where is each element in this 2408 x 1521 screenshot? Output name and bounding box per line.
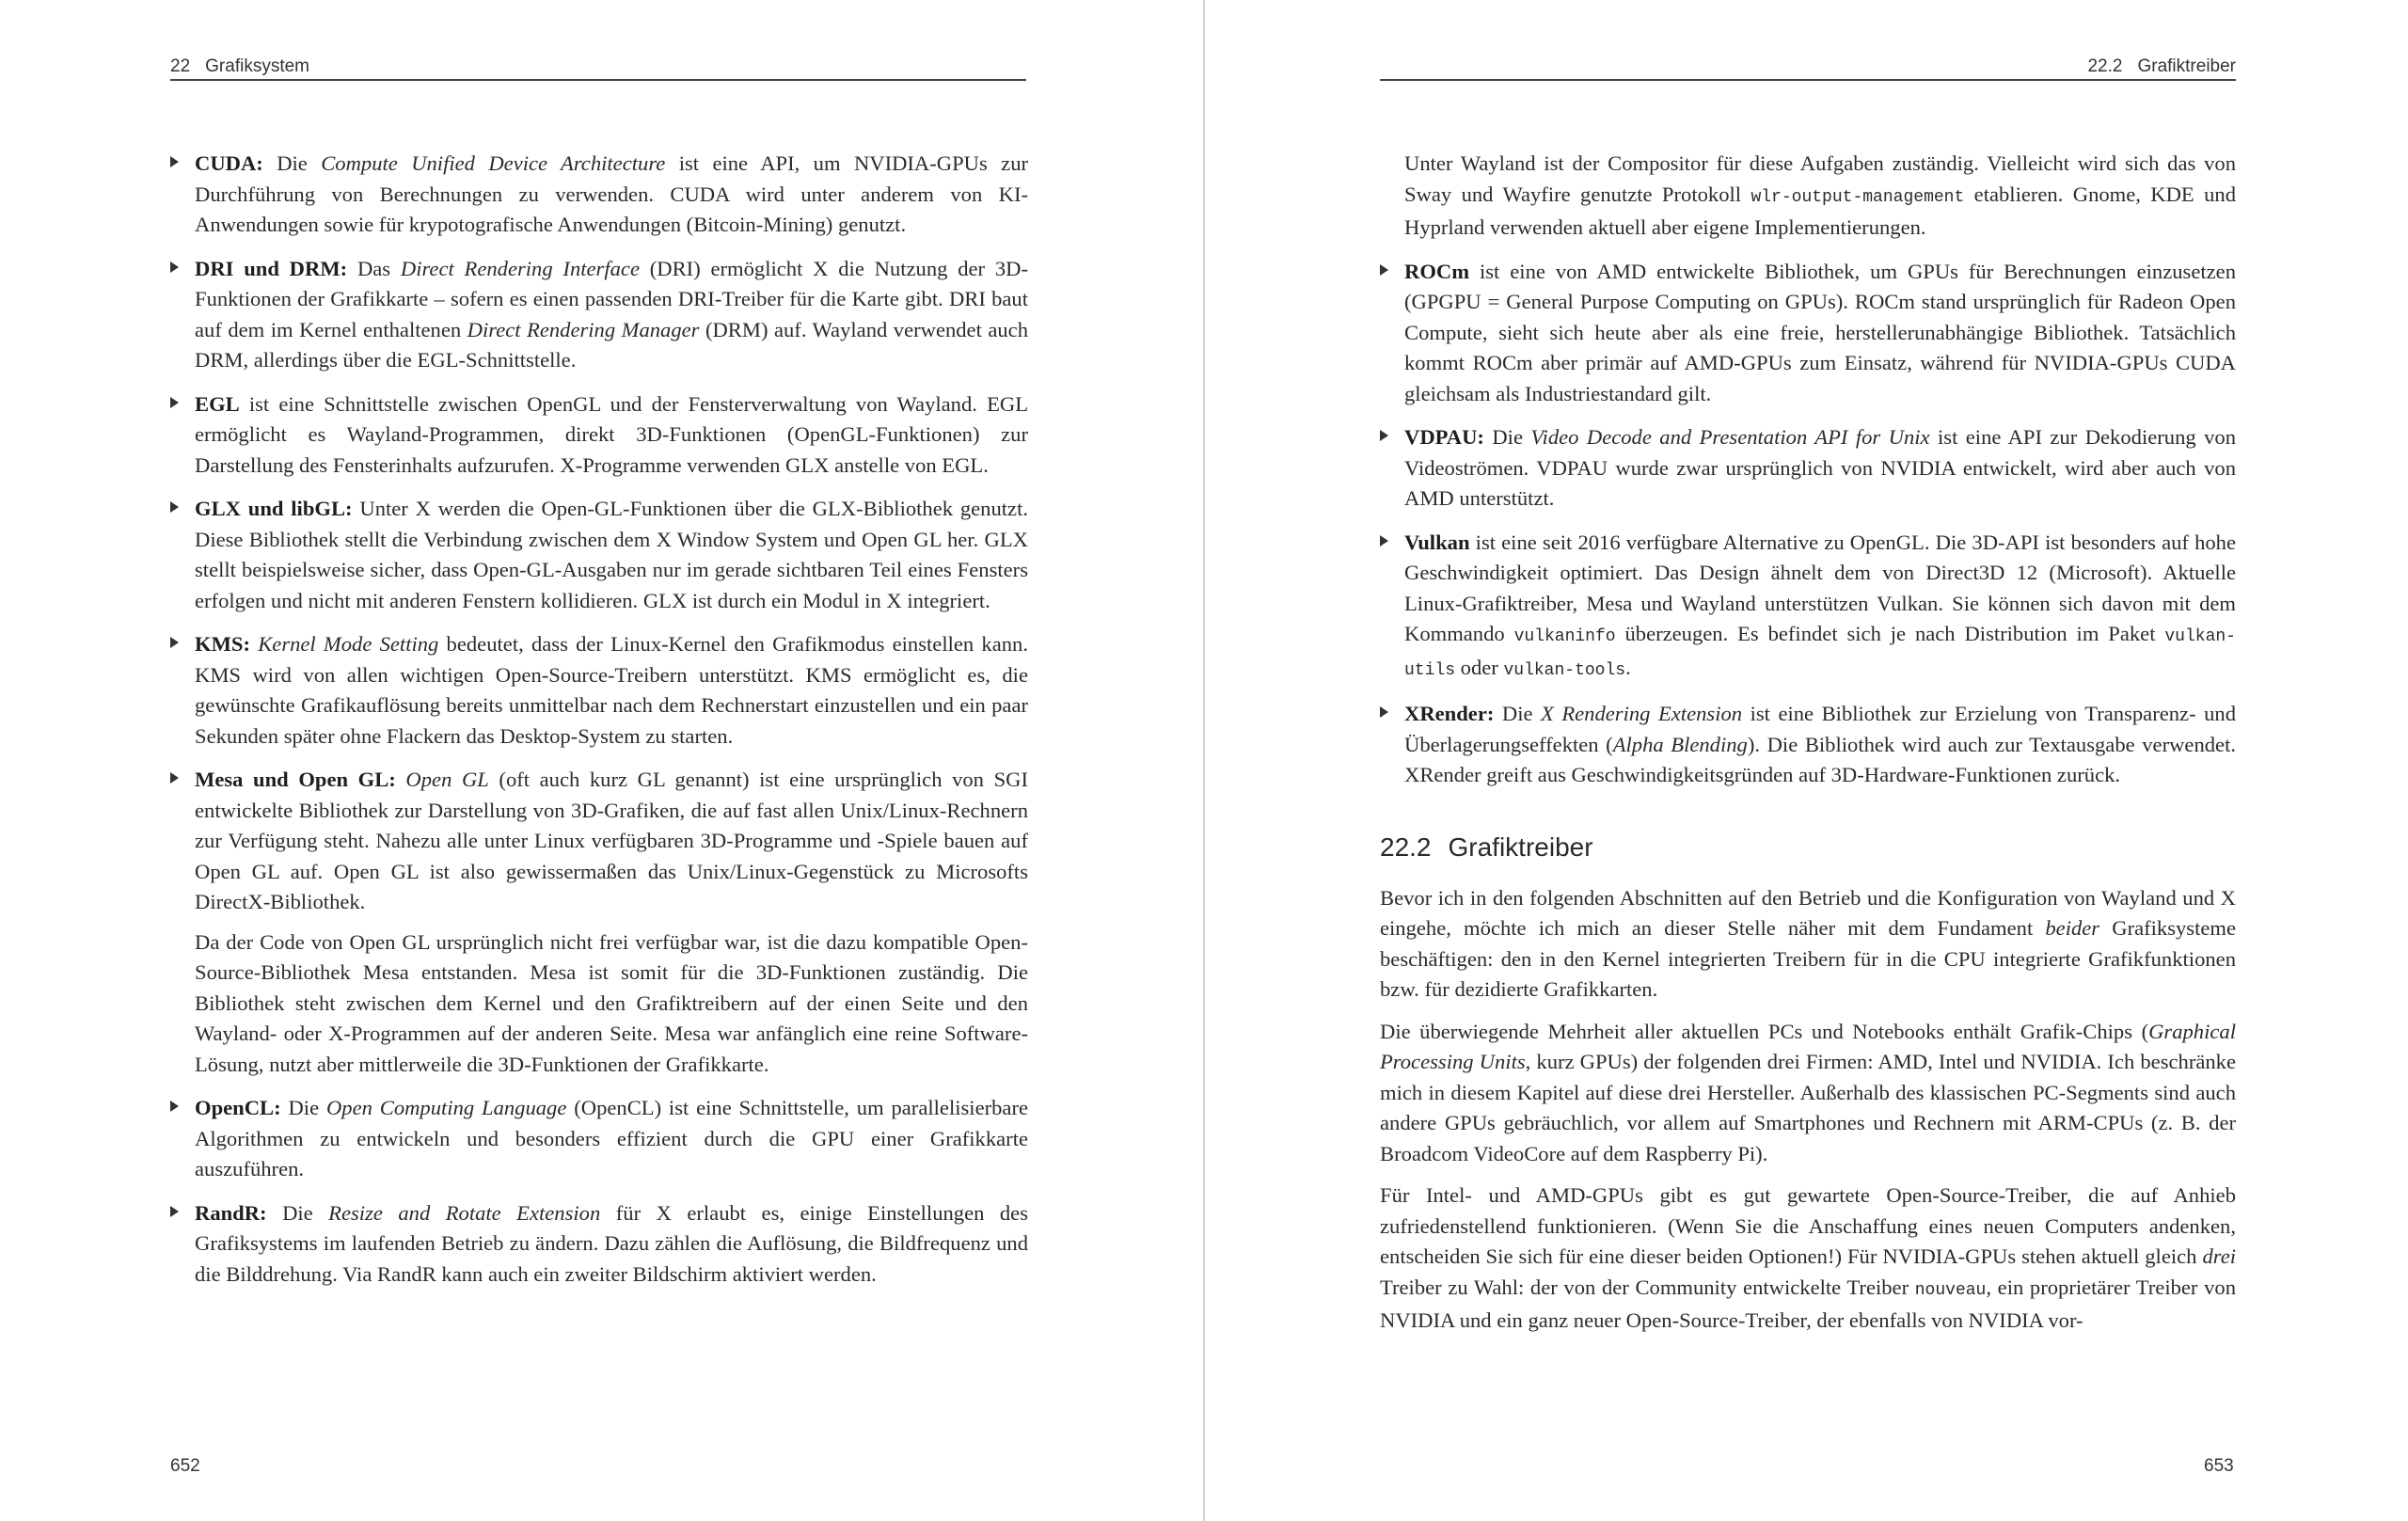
text-run: .: [1625, 655, 1631, 679]
text-run: Das: [347, 256, 401, 280]
text-run: [250, 632, 258, 656]
list-item: [170, 254, 1028, 376]
triangle-bullet-icon: [170, 156, 179, 167]
italic-term: Compute Unified Device Architecture: [321, 151, 666, 175]
text-run: Für Intel- und AMD-GPUs gibt es gut gewartete Open-Source-Treiber, die auf Anhieb zufriedenstellend funktionieren. (Wenn Sie die Anschaffung eines neuen Computers andenken, entscheiden Sie sich für eine dieser beiden Optionen!) Für NVIDIA-GPUs stehen aktuell gleich: [1380, 1183, 2236, 1268]
italic-term: beider: [2045, 916, 2100, 940]
definition-list: [1380, 257, 2236, 791]
text-run: ist eine seit 2016 verfügbare Alternative zu OpenGL. Die 3D-API ist besonders auf hohe Geschwindigkeit optimiert. Das Design ähnelt dem von Direct3D 12 (Microsoft). Aktuelle Linux-Grafiktreiber, Mesa und Wayland unterstützen Vulkan. Sie können sich davon mit dem Kommando: [1404, 530, 2236, 645]
item-text: [1404, 528, 2236, 687]
item-text: [195, 254, 1028, 376]
page-number: 653: [2204, 1456, 2234, 1476]
item-term: Mesa und Open GL:: [195, 768, 396, 791]
text-run: Unter Wayland ist der Compositor für diese Aufgaben zuständig. Vielleicht wird sich das von Sway und Wayfire genutzte Protokoll: [1404, 151, 2236, 206]
code-literal: wlr-output-management: [1751, 187, 1965, 207]
text-run: Die: [262, 151, 322, 175]
body-paragraph: [1380, 1180, 2236, 1337]
italic-term: Kernel Mode Setting: [258, 632, 439, 656]
item-text: [195, 389, 1028, 482]
italic-term: Direct Rendering Interface: [400, 256, 640, 280]
section-heading: [1380, 832, 2236, 863]
text-run: für X erlaubt es, einige Einstellungen des Grafiksystems im laufenden Betrieb zu ändern. Dazu zählen die Auflösung, die Bildfrequenz und die Bilddrehung. Via RandR kann auch ein zweiter Bildschirm aktiviert werden.: [195, 1200, 1029, 1286]
triangle-bullet-icon: [170, 261, 179, 273]
item-term: VDPAU:: [1404, 425, 1484, 449]
item-term: RandR:: [195, 1200, 267, 1225]
text-run: ). Die Bibliothek wird auch zur Textausgabe verwendet. XRender greift aus Geschwindigkeitsgründen auf 3D-Hardware-Funktionen zurück.: [1404, 732, 2236, 786]
text-run: ist eine Bibliothek zur Erzielung von Transparenz- und Überlagerungseffekten (: [1404, 702, 2236, 756]
text-run: überzeugen. Es befindet sich je nach Distribution im Paket: [1615, 622, 2165, 645]
triangle-bullet-icon: [170, 397, 179, 408]
item-extra-paragraph: Da der Code von Open GL ursprünglich nicht frei verfügbar war, ist die dazu kompatible Open-Source-Bibliothek Mesa entstanden. Mesa ist somit für die 3D-Funktionen zuständig. Die Bibliothek steht zwischen dem Kernel und den Grafiktreibern auf der einen Seite und den Wayland- oder X-Programmen auf der anderen Seite. Mesa war anfänglich eine reine Software-Lösung, nutzt aber mittlerweile die 3D-Funktionen der Grafikkarte.: [195, 929, 1028, 1076]
text-run: , ein proprietärer Treiber von NVIDIA und ein ganz neuer Open-Source-Treiber, der ebenfalls von NVIDIA vor-: [1380, 1275, 2236, 1332]
item-text: [195, 629, 1028, 752]
text-run: Die: [266, 1200, 329, 1225]
section-heading-title: Grafiktreiber: [1448, 832, 1593, 862]
item-text: [195, 149, 1028, 241]
italic-term: X Rendering Extension: [1541, 702, 1743, 725]
page-number: 652: [170, 1456, 200, 1476]
list-item: [170, 629, 1028, 752]
item-text: [1404, 422, 2236, 515]
running-header: [1380, 51, 2236, 81]
code-literal: vulkan-tools: [1503, 660, 1626, 680]
triangle-bullet-icon: [1380, 264, 1388, 276]
text-run: (DRM) auf. Wayland verwendet auch DRM, allerdings über die EGL-Schnittstelle.: [195, 317, 1029, 372]
list-item: [170, 494, 1028, 616]
text-run: (DRI) ermöglicht X die Nutzung der 3D-Funktionen der Grafikkarte – sofern es einen passenden DRI-Treiber für die Karte gibt. DRI baut auf dem im Kernel enthaltenen: [195, 256, 1028, 341]
code-literal: nouveau: [1914, 1280, 1987, 1300]
body-paragraph: [1380, 883, 2236, 1006]
text-run: ist eine API zur Dekodierung von Videoströmen. VDPAU wurde zwar ursprünglich von NVIDIA entwickelt, wird aber auch von AMD unterstützt.: [1404, 425, 2236, 510]
text-run: (oft auch kurz GL genannt) ist eine ursprünglich von SGI entwickelte Bibliothek zur Darstellung von 3D-Grafiken, die auf fast allen Unix/Linux-Rechnern zur Verfügung steht. Nahezu alle unter Linux verfügbaren 3D-Programme und -Spiele bauen auf Open GL auf. Open GL ist also gewissermaßen das Unix/Linux-Gegenstück zu Microsofts DirectX-Bibliothek.: [195, 768, 1028, 913]
item-term: ROCm: [1404, 259, 1470, 283]
list-item: [1380, 699, 2236, 791]
text-run: Die: [1494, 702, 1542, 725]
item-term: KMS:: [195, 632, 250, 656]
section-heading-number: 22.2: [1380, 832, 1432, 862]
left-body: [170, 149, 1028, 1303]
item-term: Vulkan: [1404, 530, 1470, 554]
item-text: [195, 1198, 1028, 1291]
list-item: [1380, 528, 2236, 687]
triangle-bullet-icon: [1380, 430, 1388, 441]
right-body: [1380, 149, 2236, 1348]
text-run: Unter X werden die Open-GL-Funktionen über die GLX-Bibliothek genutzt. Diese Bibliothek stellt die Verbindung zwischen dem X Window System und Open GL her. GLX stellt beispielsweise sicher, dass Open-GL-Ausgaben nur im gerade sichtbaren Teil eines Fensters erfolgen und nicht mit anderen Fenstern kollidieren. GLX ist durch ein Modul in X integriert.: [195, 497, 1028, 612]
section-paragraphs: [1380, 883, 2236, 1337]
text-run: Grafiksysteme beschäftigen: den in den Kernel integrierten Treibern für in die CPU integrierte Grafikfunktionen bzw. für dezidierte Grafikkarten.: [1380, 916, 2237, 1001]
item-text: [195, 765, 1028, 918]
list-item: [1380, 422, 2236, 515]
triangle-bullet-icon: [1380, 535, 1388, 547]
italic-term: Direct Rendering Manager: [467, 317, 700, 341]
text-run: oder: [1455, 655, 1504, 679]
running-header: [170, 51, 1026, 81]
item-term: GLX und libGL:: [195, 497, 353, 520]
list-item: [170, 149, 1028, 241]
text-run: Die überwiegende Mehrheit aller aktuellen PCs und Notebooks enthält Grafik-Chips (: [1380, 1019, 2149, 1043]
text-run: Treiber zu Wahl: der von der Community entwickelte Treiber: [1380, 1275, 1915, 1299]
item-term: DRI und DRM:: [195, 256, 348, 280]
triangle-bullet-icon: [170, 1206, 179, 1217]
section-title: Grafiktreiber: [2137, 56, 2236, 76]
chapter-title: Grafiksystem: [205, 56, 309, 76]
italic-term: Open GL: [405, 768, 489, 791]
list-item: [170, 1198, 1028, 1291]
body-paragraph: [1380, 1017, 2236, 1170]
italic-term: drei: [2202, 1244, 2236, 1268]
left-page: [0, 0, 1203, 1521]
triangle-bullet-icon: [170, 501, 179, 513]
text-run: etablieren. Gnome, KDE und Hyprland verwenden aktuell aber eigene Implementierungen.: [1404, 182, 2237, 239]
item-term: CUDA:: [195, 151, 263, 175]
right-page: [1205, 0, 2408, 1521]
text-run: Die: [1483, 425, 1531, 449]
text-run: ist eine von AMD entwickelte Bibliothek, um GPUs für Berechnungen einzusetzen (GPGPU = General Purpose Computing on GPUs). ROCm stand ursprünglich für Radeon Open Compute, sieht sich heute aber als eine freie, herstellerunabhängige Bibliothek. Tatsächlich kommt ROCm aber primär auf AMD-GPUs zum Einsatz, während für NVIDIA-GPUs CUDA gleichsam als Industriestandard gilt.: [1404, 259, 2236, 405]
text-run: Die: [280, 1096, 326, 1119]
item-term: OpenCL:: [195, 1096, 281, 1119]
triangle-bullet-icon: [170, 1101, 179, 1112]
italic-term: Video Decode and Presentation API for Unix: [1530, 425, 1930, 449]
text-run: ist eine Schnittstelle zwischen OpenGL und der Fensterverwaltung von Wayland. EGL ermöglicht es Wayland-Programmen, direkt 3D-Funktionen (OpenGL-Funktionen) zur Darstellung des Fensterinhalts aufzurufen. X-Programme verwenden GLX anstelle von EGL.: [195, 391, 1028, 477]
item-term: XRender:: [1404, 702, 1495, 725]
text-run: bedeutet, dass der Linux-Kernel den Grafikmodus einstellen kann. KMS wird von allen wichtigen Open-Source-Treibern unterstützt. KMS ermöglicht es, die gewünschte Grafikauflösung bereits unmittelbar nach dem Rechnerstart einzustellen und ein paar Sekunden später ohne Flackern das Desktop-System zu starten.: [195, 632, 1028, 748]
text-run: ist eine API, um NVIDIA-GPUs zur Durchführung von Berechnungen zu verwenden. CUDA wird unter anderem von KI-Anwendungen sowie für krypotografische Anwendungen (Bitcoin-Mining) genutzt.: [195, 151, 1029, 236]
list-item: [170, 765, 1028, 1080]
code-literal: vulkan-utils: [1404, 627, 2236, 680]
text-run: , kurz GPUs) der folgenden drei Firmen: AMD, Intel und NVIDIA. Ich beschränke mich in diesem Kapitel auf diese drei Hersteller. Außerhalb des klassischen PC-Segments sind auch andere GPUs gebräuchlich, vor allem auf Smartphones und Rechnern mit ARM-CPUs (z. B. der Broadcom VideoCore auf dem Raspberry Pi).: [1380, 1050, 2236, 1165]
italic-term: Alpha Blending: [1612, 732, 1748, 756]
item-text: [195, 1093, 1028, 1185]
list-item: [170, 389, 1028, 482]
item-term: EGL: [195, 391, 240, 416]
section-number: 22.2: [2087, 56, 2123, 76]
triangle-bullet-icon: [170, 772, 179, 784]
list-item: [1380, 257, 2236, 410]
chapter-number: 22: [170, 56, 191, 76]
text-run: (OpenCL) ist eine Schnittstelle, um parallelisierbare Algorithmen zu entwickeln und besonders effizient durch die GPU einer Grafikkarte auszuführen.: [195, 1096, 1028, 1180]
italic-term: Open Computing Language: [325, 1096, 567, 1119]
triangle-bullet-icon: [170, 637, 179, 648]
item-text: [195, 494, 1028, 616]
text-run: Bevor ich in den folgenden Abschnitten auf den Betrieb und die Konfiguration von Wayland und X eingehe, möchte ich mich an dieser Stelle näher mit dem Fundament: [1380, 885, 2236, 940]
italic-term: Resize and Rotate Extension: [328, 1200, 601, 1225]
text-run: [396, 768, 406, 791]
italic-term: Graphical Processing Units: [1380, 1019, 2236, 1073]
continuation-paragraph: [1380, 149, 2236, 244]
list-item: [170, 1093, 1028, 1185]
code-literal: vulkaninfo: [1513, 627, 1616, 646]
item-text: [1404, 699, 2236, 791]
item-text: [1404, 257, 2236, 410]
triangle-bullet-icon: [1380, 706, 1388, 718]
